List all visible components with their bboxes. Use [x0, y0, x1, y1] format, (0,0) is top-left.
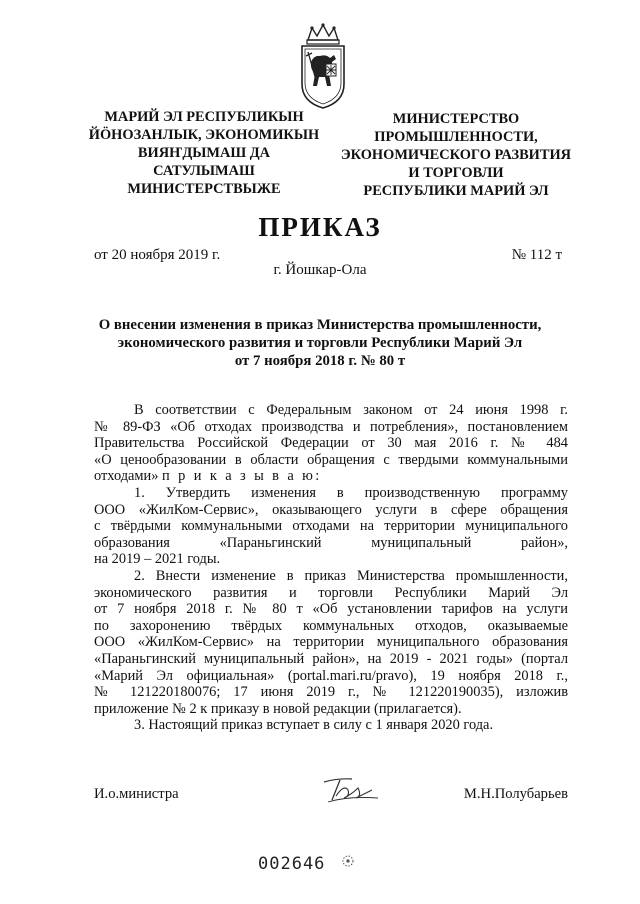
- body-line: от 7 ноября 2018 г. № 80 т «Об установлении тарифов на услуги: [94, 601, 568, 618]
- body-line: 2. Внести изменение в приказ Министерства промышленности,: [134, 567, 568, 584]
- document-title: ПРИКАЗ: [258, 212, 382, 242]
- order-body: [94, 402, 568, 734]
- body-line: образования «Параньгинский муниципальный район»,: [94, 534, 568, 551]
- ministry-name-russian-line: ПРОМЫШЛЕННОСТИ,: [374, 129, 538, 145]
- order-subject: [80, 316, 560, 370]
- order-subject-line: от 7 ноября 2018 г. № 80 т: [234, 353, 406, 369]
- ministry-name-mari-line: ВИЯҤДЫМАШ ДА: [137, 145, 271, 161]
- body-line: по захоронению твёрдых коммунальных отходов, оказываемые: [94, 617, 568, 634]
- body-line: 3. Настоящий приказ вступает в силу с 1 января 2020 года.: [134, 717, 494, 734]
- body-line: ООО «ЖилКом-Сервис» на территории муниципального образования: [94, 634, 568, 651]
- order-word: п р и к а з ы в а ю:: [162, 468, 322, 485]
- handwritten-signature-icon: [318, 770, 388, 806]
- ministry-name-mari-line: ЙӦНОЗАНЛЫК, ЭКОНОМИКЫН: [88, 127, 320, 143]
- body-line-text: отходами»: [94, 468, 159, 485]
- body-line: 1. Утвердить изменения в производственную программу: [134, 484, 568, 501]
- body-line: ООО «ЖилКом-Сервис», оказывающего услуги в сфере обращения: [94, 501, 568, 518]
- body-line: В соответствии с Федеральным законом от 24 июня 1998 г.: [134, 402, 568, 418]
- order-city: г. Йошкар-Ола: [273, 262, 367, 278]
- ministry-name-mari-line: МИНИСТЕРСТВЫЖЕ: [127, 181, 281, 197]
- ministry-name-russian-line: РЕСПУБЛИКИ МАРИЙ ЭЛ: [363, 183, 549, 199]
- ministry-name-mari: [84, 108, 324, 198]
- order-date: от 20 ноября 2019 г.: [94, 247, 221, 263]
- ministry-name-mari-line: САТУЛЫМАШ: [153, 163, 255, 179]
- preamble-paragraph: [94, 402, 568, 485]
- ministry-name-russian: [336, 110, 576, 200]
- item-3-paragraph: [94, 717, 568, 734]
- order-subject-line: экономического развития и торговли Республики Марий Эл: [117, 335, 523, 351]
- ministry-name-russian-line: ЭКОНОМИЧЕСКОГО РАЗВИТИЯ: [340, 147, 572, 163]
- order-number: № 112 т: [511, 247, 562, 263]
- body-line: с твёрдыми коммунальными отходами на территории муниципального: [94, 518, 568, 535]
- item-2-paragraph: [94, 568, 568, 717]
- coat-of-arms-icon: [296, 22, 350, 110]
- signer-position: И.о.министра: [94, 786, 179, 802]
- signer-name: М.Н.Полубарьев: [463, 786, 568, 802]
- item-1-paragraph: [94, 485, 568, 568]
- security-mark-icon: [340, 853, 356, 869]
- body-line: [94, 468, 568, 485]
- order-subject-line: О внесении изменения в приказ Министерства промышленности,: [98, 317, 542, 333]
- body-line: «Параньгинский муниципальный район», на 2019 - 2021 годы» (портал: [94, 650, 568, 667]
- serial-number: 002646: [258, 854, 326, 874]
- body-line: «Марий Эл официальная» (portal.mari.ru/pravo), 19 ноября 2018 г.,: [94, 667, 568, 684]
- body-line: № 89-ФЗ «Об отходах производства и потребления», постановлением: [94, 418, 568, 435]
- body-line: «О ценообразовании в области обращения с твердыми коммунальными: [94, 451, 568, 468]
- ministry-name-russian-line: И ТОРГОВЛИ: [408, 165, 504, 181]
- ministry-name-russian-line: МИНИСТЕРСТВО: [392, 111, 520, 127]
- body-line: Правительства Российской Федерации от 30 мая 2016 г. № 484: [94, 435, 568, 452]
- body-line: на 2019 – 2021 годы.: [94, 551, 221, 568]
- body-line: приложение № 2 к приказу в новой редакции (прилагается).: [94, 700, 462, 717]
- body-line: № 121220180076; 17 июня 2019 г., № 121220190035), изложив: [94, 684, 568, 701]
- body-line: экономического развития и торговли Республики Марий Эл: [94, 584, 568, 601]
- ministry-name-mari-line: МАРИЙ ЭЛ РЕСПУБЛИКЫН: [104, 109, 304, 125]
